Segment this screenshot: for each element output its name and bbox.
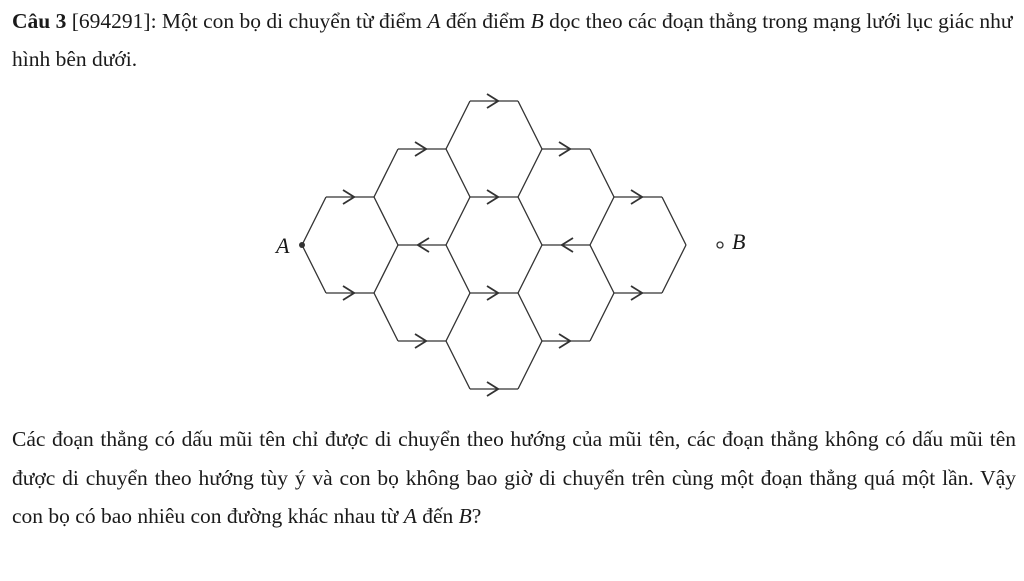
question-label: Câu 3 (12, 9, 67, 33)
hex-edge (446, 101, 470, 149)
hex-edge (518, 341, 542, 389)
hex-edge (590, 245, 614, 293)
point-a-ref: A (427, 9, 441, 33)
problem-statement (12, 2, 1016, 78)
body-text-1: Các đoạn thẳng có dấu mũi tên chỉ được di chuyển theo hướng của mũi tên, các đoạn thẳng không có dấu mũi tên được di chuyển theo hướng tùy ý và con bọ không bao giờ di chuyển trên cùng một đoạn thẳng quá một lần. Vậy con bọ có bao nhiêu con đường khác nhau từ (12, 427, 1016, 528)
hex-edge (446, 293, 470, 341)
hex-edge (302, 197, 326, 245)
hex-edge (590, 149, 614, 197)
hex-edge (374, 149, 398, 197)
body-point-b: B (458, 504, 472, 528)
hex-edge (302, 245, 326, 293)
hex-edge (446, 245, 470, 293)
hex-edge (518, 293, 542, 341)
hex-edge (518, 101, 542, 149)
intro-text-2: đến điểm (440, 9, 531, 33)
hex-edge (590, 197, 614, 245)
body-text-2: đến (416, 504, 459, 528)
direction-arrows (343, 94, 642, 396)
hex-edge (590, 293, 614, 341)
hex-edge (446, 197, 470, 245)
hexagon-edges (302, 101, 686, 389)
problem-question (12, 420, 1016, 536)
point-b-ref: B (530, 9, 544, 33)
hex-edge (446, 341, 470, 389)
point-a-dot (299, 242, 305, 248)
intro-text-1: : Một con bọ di chuyển từ điểm (150, 9, 428, 33)
hex-edge (518, 245, 542, 293)
hex-edge (446, 149, 470, 197)
intro-text-3: dọc theo các đoạn thẳng trong mạng lưới lục giác như hình bên dưới. (12, 9, 1013, 71)
hex-edge (374, 293, 398, 341)
question-id: [694291] (71, 9, 151, 33)
hex-edge (518, 149, 542, 197)
hex-edge (518, 197, 542, 245)
point-b-dot (717, 242, 723, 248)
hex-edge (662, 197, 686, 245)
body-point-a: A (403, 504, 417, 528)
hexagon-grid-figure (0, 80, 1024, 410)
hex-edge (374, 245, 398, 293)
label-a: A (276, 233, 290, 258)
hex-edge (662, 245, 686, 293)
body-text-3: ? (471, 504, 482, 528)
label-b: B (732, 229, 746, 254)
hex-edge (374, 197, 398, 245)
